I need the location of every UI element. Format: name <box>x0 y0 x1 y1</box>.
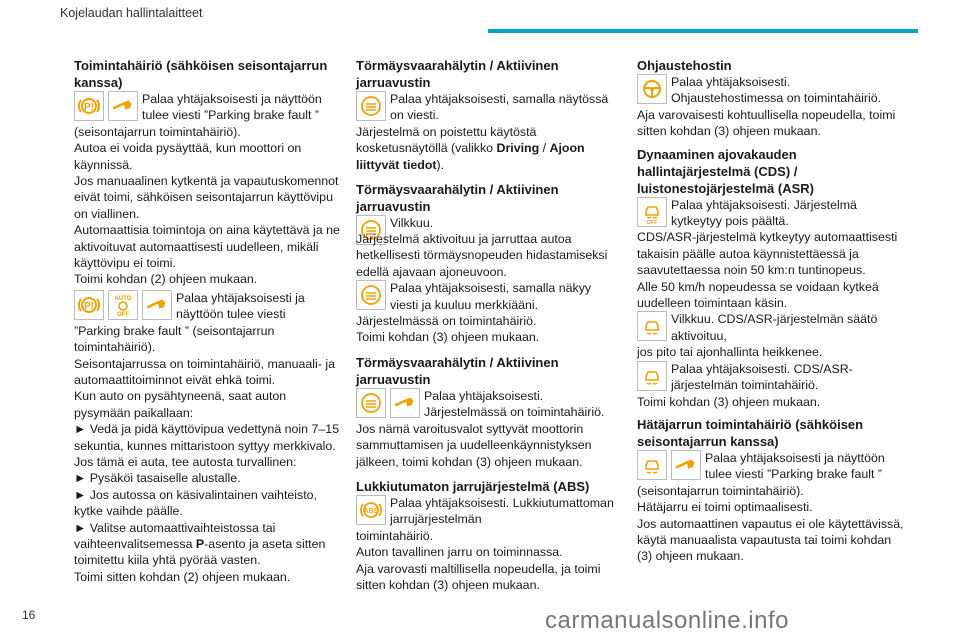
warning-description: Palaa yhtäjaksoisesti ja näyttöön tulee viesti ”Parking brake fault ” <box>142 92 322 123</box>
warning-description: Palaa yhtäjaksoisesti, samalla näkyy viesti ja kuuluu merkkiääni. <box>390 281 592 312</box>
steering-wheel-icon <box>637 74 667 104</box>
column-1 <box>74 57 344 591</box>
body-text: Toimi sitten kohdan (2) ohjeen mukaan. <box>74 569 291 584</box>
body-text: Järjestelmä on poistettu käytöstä kosketusnäytöllä (valikko Driving / Ajoon liittyvät tiedot). <box>356 124 585 172</box>
section-collision-alert-1 <box>356 57 618 173</box>
wrench-icon <box>390 388 420 418</box>
body-text: Auton tavallinen jarru on toiminnassa. <box>356 545 563 560</box>
body-text: Aja varovasti maltillisella nopeudella, ja toimi sitten kohdan (3) ohjeen mukaan. <box>356 561 601 592</box>
collision-warning-icon <box>356 91 386 121</box>
off-label: OFF <box>646 219 658 224</box>
stability-control-icon <box>637 450 667 480</box>
warning-row <box>637 311 905 344</box>
off-label: OFF <box>117 311 129 317</box>
warning-description: Palaa yhtäjaksoisesti ja näyttöön tulee viesti ”Parking brake fault ” <box>705 450 885 482</box>
warning-description: Palaa yhtäjaksoisesti. Lukkiutumattoman jarrujärjestelmän <box>390 495 614 527</box>
section-title: Toimintahäiriö (sähköisen seisontajarrun kanssa) <box>74 58 328 90</box>
section-title: Törmäysvaarahälytin / Aktiivinen jarruavustin <box>356 182 559 215</box>
body-text: Seisontajarrussa on toimintahäiriö, manuaali- ja automaattitoiminnot eivät ehkä toimi. <box>74 356 336 387</box>
warning-row <box>356 91 618 124</box>
body-text: Hätäjarru ei toimi optimaalisesti. <box>637 500 813 515</box>
warning-description: Palaa yhtäjaksoisesti ja näyttöön tulee viesti <box>176 290 305 322</box>
body-text: CDS/ASR-järjestelmä kytkeytyy automaattisesti takaisin päälle autoa käynnistettäessä ja saavutettaessa noin 50 km:n tuntinopeus. <box>637 230 898 278</box>
body-text: Jos tämä ei auta, tee autosta turvallinen: <box>74 454 297 469</box>
wrench-icon <box>142 290 172 320</box>
abs-icon <box>356 495 386 525</box>
stability-control-icon <box>637 361 667 391</box>
body-text: Jos automaattinen vapautus ei ole käytettävissä, käytä manuaalista vapautusta tai toimi kohdan (3) ohjeen mukaan. <box>637 516 904 564</box>
section-collision-alert-3 <box>356 354 618 470</box>
wrench-icon <box>108 91 138 121</box>
body-text: Automaattisia toimintoja on aina käytettävä ja ne aktivoituvat automaattisesti uudelleen, mikäli käyttövipu ei toimi. <box>74 223 340 271</box>
section-title: Törmäysvaarahälytin / Aktiivinen jarruavustin <box>356 354 559 387</box>
auto-off-icon <box>108 290 138 320</box>
collision-warning-icon <box>356 388 386 418</box>
bullet-text: ► Pysäköi tasaiselle alustalle. <box>74 471 241 486</box>
warning-row <box>637 361 905 394</box>
body-text: Jos manuaalinen kytkentä ja vapautuskomennot eivät toimi, sähköisen seisontajarrun käyttövipu on viallinen. <box>74 174 339 221</box>
bullet-text: ► Vedä ja pidä käyttövipua vedettynä noin 7–15 sekuntia, kunnes mittaristoon syttyy merkkivalo. <box>74 422 340 453</box>
parking-brake-warning-icon <box>74 91 104 121</box>
body-text: Järjestelmässä on toimintahäiriö. <box>356 314 537 329</box>
section-collision-alert-2 <box>356 181 618 346</box>
warning-description: Palaa yhtäjaksoisesti, samalla näytössä on viesti. <box>390 92 609 123</box>
body-text: Toimi kohdan (3) ohjeen mukaan. <box>637 394 821 409</box>
body-text: (seisontajarrun toimintahäiriö). <box>637 483 804 498</box>
warning-row <box>356 280 618 313</box>
body-text: Toimi kohdan (3) ohjeen mukaan. <box>356 330 540 345</box>
header-title: Kojelaudan hallintalaitteet <box>60 6 203 20</box>
header-accent-bar <box>488 29 918 33</box>
body-text: Alle 50 km/h nopeudessa se voidaan kytkeä uudelleen toimintaan käsin. <box>637 279 879 311</box>
body-text: Järjestelmä aktivoituu ja jarruttaa autoa hetkellisesti törmäysnopeuden hidastamiseksi edellä ajavaan ajoneuvoon. <box>356 232 608 279</box>
collision-warning-icon <box>356 280 386 310</box>
body-text: ”Parking brake fault ” (seisontajarrun toimintahäiriö). <box>74 323 275 355</box>
body-text: Kun auto on pysähtyneenä, saat auton pysymään paikallaan: <box>74 389 287 420</box>
body-text: jos pito tai ajonhallinta heikkenee. <box>637 345 823 360</box>
auto-label: AUTO <box>114 295 132 302</box>
body-text: Autoa ei voida pysäyttää, kun moottori on käynnissä. <box>74 141 302 172</box>
section-title: Hätäjarrun toimintahäiriö (sähköisen seisontajarrun kanssa) <box>637 416 864 449</box>
warning-row <box>356 388 618 421</box>
stability-control-icon <box>637 311 667 341</box>
column-2 <box>356 57 618 601</box>
warning-row <box>356 495 618 528</box>
warning-row <box>74 91 344 124</box>
warning-row <box>637 450 905 483</box>
body-text: (seisontajarrun toimintahäiriö). <box>74 124 241 139</box>
warning-row <box>637 74 905 107</box>
section-parking-brake-fault <box>74 57 344 288</box>
warning-row <box>637 197 905 230</box>
bullet-text: ► Valitse automaattivaihteistossa tai vaihteenvalitsemessa P-asento ja aseta sitten toimitettu kiila yhtä pyörää vasten. <box>74 520 326 568</box>
body-text: Aja varovaisesti kohtuullisella nopeudella, toimi sitten kohdan (3) ohjeen mukaan. <box>637 107 896 139</box>
warning-description: Vilkkuu. <box>390 216 434 231</box>
warning-description: Palaa yhtäjaksoisesti. Ohjaustehostimessa on toimintahäiriö. <box>671 75 882 106</box>
body-text: toimintahäiriö. <box>356 528 434 543</box>
warning-row <box>74 290 344 323</box>
section-power-steering <box>637 57 905 140</box>
warning-description: Palaa yhtäjaksoisesti. Järjestelmä kytkeytyy pois päältä. <box>671 197 857 229</box>
section-title: Törmäysvaarahälytin / Aktiivinen jarruavustin <box>356 58 559 90</box>
warning-description: Palaa yhtäjaksoisesti. Järjestelmässä on toimintahäiriö. <box>424 388 605 420</box>
bullet-text: ► Jos autossa on käsivalintainen vaihteisto, kytke vaihde päälle. <box>74 487 318 519</box>
column-3 <box>637 57 905 571</box>
body-text: Jos nämä varoitusvalot syttyvät moottorin sammuttamisen ja uudelleenkäynnistyksen jälkeen, toimi kohdan (3) ohjeen mukaan. <box>356 421 592 469</box>
parking-brake-warning-icon <box>74 290 104 320</box>
section-abs <box>356 478 618 593</box>
section-emergency-brake <box>637 416 905 565</box>
section-cds-asr <box>637 146 905 410</box>
section-parking-brake-auto-off <box>74 290 344 585</box>
svg-text:P!: P! <box>84 102 94 113</box>
warning-description: Palaa yhtäjaksoisesti. CDS/ASR-järjestelmän toimintahäiriö. <box>671 361 853 393</box>
abs-label: ABS <box>363 507 379 515</box>
svg-text:P!: P! <box>84 300 94 312</box>
section-title: Lukkiutumaton jarrujärjestelmä (ABS) <box>356 478 590 494</box>
stability-off-icon <box>637 197 667 227</box>
wrench-icon <box>671 450 701 480</box>
warning-description: Vilkkuu. CDS/ASR-järjestelmän säätö aktivoituu, <box>671 312 878 343</box>
section-title: Ohjaustehostin <box>637 58 732 73</box>
section-title: Dynaaminen ajovakauden hallintajärjestelmä (CDS) / luistonestojärjestelmä (ASR) <box>637 146 814 196</box>
page-number: 16 <box>22 608 36 622</box>
watermark: carmanualsonline.info <box>545 607 789 634</box>
body-text: Toimi kohdan (2) ohjeen mukaan. <box>74 272 258 287</box>
